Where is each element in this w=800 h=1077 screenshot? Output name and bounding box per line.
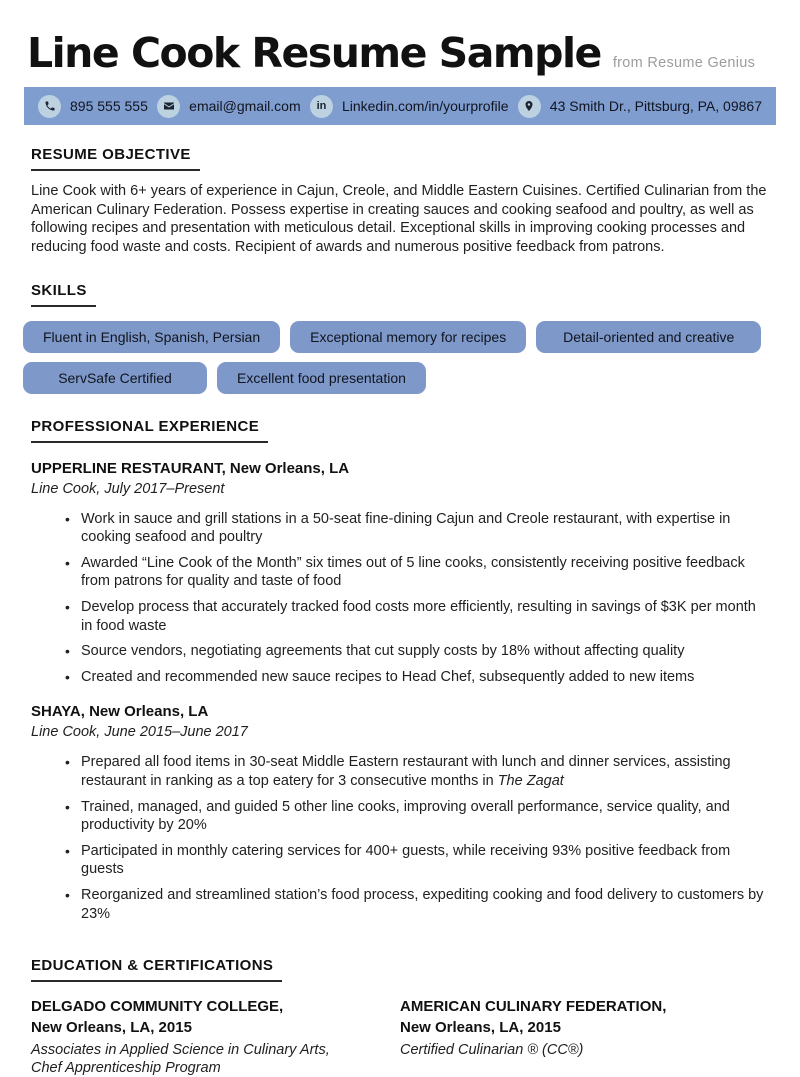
skill-pill: Fluent in English, Spanish, Persian [23, 321, 280, 353]
education-school: DELGADO COMMUNITY COLLEGE, [31, 998, 284, 1016]
contact-email [157, 95, 300, 118]
linkedin-icon: in [310, 95, 333, 118]
email-icon [157, 95, 180, 118]
email-address: email@gmail.com [189, 98, 301, 115]
section-education [31, 930, 769, 1077]
street-address: 43 Smith Dr., Pittsburg, PA, 09867 [549, 98, 762, 115]
section-experience [31, 394, 769, 924]
skill-pill: Exceptional memory for recipes [290, 321, 526, 353]
experience-heading: PROFESSIONAL EXPERIENCE [31, 418, 268, 443]
job-bullet [31, 753, 769, 790]
job-bullet: • Work in sauce and grill stations in a 50-seat fine-dining Cajun and Creole restaurant, with expertise in cooking seafood and poultry [31, 510, 769, 547]
contact-phone [38, 95, 148, 118]
education-entry-acf [400, 998, 769, 1077]
job-bullet: • Source vendors, negotiating agreements that cut supply costs by 18% without affecting quality [31, 642, 769, 661]
education-school: AMERICAN CULINARY FEDERATION, [400, 998, 667, 1016]
skill-pill: Excellent food presentation [217, 362, 426, 394]
page-title: Line Cook Resume Sample [27, 29, 601, 77]
header [24, 28, 776, 79]
job-bullet: • Develop process that accurately tracked food costs more efficiently, resulting in savings of $3K per month in food waste [31, 598, 769, 635]
education-entry-delgado [31, 998, 400, 1077]
education-location: New Orleans, LA, 2015 [31, 1019, 192, 1037]
education-columns [31, 998, 769, 1077]
education-location: New Orleans, LA, 2015 [400, 1019, 561, 1037]
phone-number: 895 555 555 [70, 98, 148, 115]
job-employer: SHAYA, New Orleans, LA [31, 703, 209, 721]
skills-list [23, 321, 769, 394]
skill-pill: ServSafe Certified [23, 362, 207, 394]
job-bullet: • Awarded “Line Cook of the Month” six times out of 5 line cooks, consistently receiving positive feedback from patrons for quality and taste of food [31, 554, 769, 591]
contact-linkedin [310, 95, 509, 118]
education-detail: Certified Culinarian ® (CC®) [400, 1042, 584, 1059]
job-entry-shaya [31, 703, 769, 923]
job-role-dates: Line Cook, June 2015–June 2017 [31, 724, 248, 741]
bullet-text: Prepared all food items in 30-seat Middle Eastern restaurant with lunch and dinner services, assisting restaurant in ranking as a top eatery for 3 consecutive months in [81, 754, 731, 789]
skill-pill: Detail-oriented and creative [536, 321, 761, 353]
bullet-text-italic: The Zagat [497, 772, 564, 789]
section-objective [31, 125, 769, 256]
resume-body [24, 125, 776, 1077]
linkedin-url: Linkedin.com/in/yourprofile [341, 98, 509, 115]
job-bullet-list [31, 753, 769, 923]
location-pin-icon [518, 95, 541, 118]
job-role-dates: Line Cook, July 2017–Present [31, 480, 225, 497]
job-bullet-list [31, 510, 769, 687]
job-bullet: • Trained, managed, and guided 5 other line cooks, improving overall performance, service quality, and productivity by 20% [31, 798, 769, 835]
contact-bar [24, 87, 776, 125]
job-employer: UPPERLINE RESTAURANT, New Orleans, LA [31, 459, 350, 477]
job-bullet: • Created and recommended new sauce recipes to Head Chef, subsequently added to new items [31, 668, 769, 687]
job-entry-upperline [31, 460, 769, 687]
education-detail: Associates in Applied Science in Culinary Arts, [31, 1042, 330, 1059]
contact-address [518, 95, 762, 118]
phone-icon [38, 95, 61, 118]
education-detail: Chef Apprenticeship Program [31, 1060, 221, 1077]
skills-heading: SKILLS [31, 282, 96, 307]
objective-heading: RESUME OBJECTIVE [31, 146, 200, 171]
section-skills [31, 257, 769, 394]
job-bullet: • Participated in monthly catering services for 400+ guests, while receiving 93% positive feedback from guests [31, 842, 769, 879]
job-bullet: • Reorganized and streamlined station’s food process, expediting cooking and food delivery to customers by 23% [31, 886, 769, 923]
education-heading: EDUCATION & CERTIFICATIONS [31, 957, 282, 982]
page-subtitle: from Resume Genius [612, 55, 756, 71]
objective-text: Line Cook with 6+ years of experience in Cajun, Creole, and Middle Eastern Cuisines. Certified Culinarian from the American Culinary Federation. Possess expertise in creating sauces and cooking seafood and poultry, as well as following recipes and presentation with meticulous detail. Exceptional skills in improving cooking processes and reducing food waste and costs. Recipient of awards and numerous positive feedback from patrons. [31, 183, 767, 256]
